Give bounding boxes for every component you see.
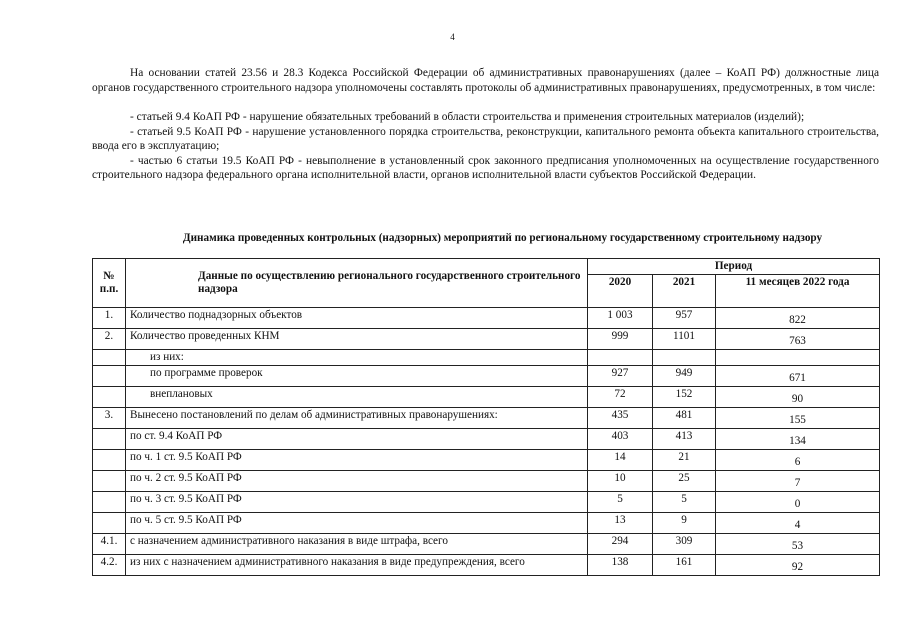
value-2020: 999	[588, 329, 653, 350]
page-number: 4	[450, 32, 455, 42]
row-label: Вынесено постановлений по делам об административных правонарушениях:	[126, 408, 588, 429]
row-label: внеплановых	[126, 387, 588, 408]
value-2020: 13	[588, 513, 653, 534]
value-2022: 92	[716, 555, 880, 576]
value-2021: 152	[653, 387, 716, 408]
value-2021: 957	[653, 308, 716, 329]
list-item: - статьей 9.4 КоАП РФ - нарушение обязательных требований в области строительства и применения строительных материалов (изделий);	[130, 111, 805, 123]
value-2021: 161	[653, 555, 716, 576]
row-label: с назначением административного наказания в виде штрафа, всего	[126, 534, 588, 555]
row-label: по программе проверок	[126, 366, 588, 387]
row-number	[93, 492, 126, 513]
table-row	[93, 492, 880, 513]
value-2021: 309	[653, 534, 716, 555]
row-label: по ч. 3 ст. 9.5 КоАП РФ	[126, 492, 588, 513]
value-2022: 0	[716, 492, 880, 513]
value-2021	[653, 350, 716, 366]
table-row	[93, 534, 880, 555]
header-num: № п.п.	[93, 259, 126, 308]
list-item: - статьей 9.5 КоАП РФ - нарушение установленного порядка строительства, реконструкции, капитального ремонта объекта капитального строительства, ввода его в эксплуатацию;	[92, 125, 879, 153]
row-number	[93, 471, 126, 492]
row-label: Количество поднадзорных объектов	[126, 308, 588, 329]
row-number	[93, 513, 126, 534]
value-2022: 671	[716, 366, 880, 387]
table-row	[93, 308, 880, 329]
value-2021: 413	[653, 429, 716, 450]
row-label: по ч. 5 ст. 9.5 КоАП РФ	[126, 513, 588, 534]
table-row	[93, 429, 880, 450]
table-row	[93, 471, 880, 492]
row-number	[93, 350, 126, 366]
table-header-row	[93, 259, 880, 275]
row-label: из них с назначением административного наказания в виде предупреждения, всего	[126, 555, 588, 576]
value-2021: 9	[653, 513, 716, 534]
row-number	[93, 366, 126, 387]
value-2022: 134	[716, 429, 880, 450]
table-row	[93, 350, 880, 366]
value-2021: 25	[653, 471, 716, 492]
row-number: 4.2.	[93, 555, 126, 576]
value-2021: 949	[653, 366, 716, 387]
row-number: 3.	[93, 408, 126, 429]
row-number	[93, 387, 126, 408]
row-number	[93, 429, 126, 450]
value-2021: 5	[653, 492, 716, 513]
header-year-2021: 2021	[653, 275, 716, 308]
value-2021: 1101	[653, 329, 716, 350]
value-2020: 138	[588, 555, 653, 576]
header-year-2020: 2020	[588, 275, 653, 308]
row-label: из них:	[126, 350, 588, 366]
value-2022: 822	[716, 308, 880, 329]
table-row	[93, 366, 880, 387]
value-2020: 927	[588, 366, 653, 387]
table-row	[93, 450, 880, 471]
value-2020	[588, 350, 653, 366]
value-2021: 21	[653, 450, 716, 471]
row-number: 2.	[93, 329, 126, 350]
row-number: 4.1.	[93, 534, 126, 555]
value-2020: 403	[588, 429, 653, 450]
intro-paragraph: На основании статей 23.56 и 28.3 Кодекса Российской Федерации об административных правонарушениях (далее – КоАП РФ) должностные лица органов государственного строительного надзора уполномочены составлять протоколы об административных правонарушениях, предусмотренных, в том числе:	[92, 67, 879, 94]
header-description: Данные по осуществлению регионального государственного строительного надзора	[126, 259, 588, 308]
table-row	[93, 555, 880, 576]
table-row	[93, 329, 880, 350]
value-2022: 90	[716, 387, 880, 408]
value-2022: 7	[716, 471, 880, 492]
row-label: по ч. 2 ст. 9.5 КоАП РФ	[126, 471, 588, 492]
article-list	[92, 110, 879, 183]
table-row	[93, 513, 880, 534]
header-period: Период	[588, 259, 880, 275]
row-number	[93, 450, 126, 471]
inspection-table	[92, 258, 880, 576]
value-2022: 763	[716, 329, 880, 350]
table-row	[93, 387, 880, 408]
value-2020: 1 003	[588, 308, 653, 329]
value-2021: 481	[653, 408, 716, 429]
row-number: 1.	[93, 308, 126, 329]
value-2020: 435	[588, 408, 653, 429]
value-2020: 14	[588, 450, 653, 471]
value-2020: 10	[588, 471, 653, 492]
table-row	[93, 408, 880, 429]
value-2022: 53	[716, 534, 880, 555]
row-label: Количество проведенных КНМ	[126, 329, 588, 350]
list-item: - частью 6 статьи 19.5 КоАП РФ - невыполнение в установленный срок законного предписания уполномоченных на осуществление государственного строительного надзора федерального органа исполнительной власти, органов исполнительной власти субъектов Российской Федерации.	[92, 154, 879, 182]
value-2022: 6	[716, 450, 880, 471]
value-2020: 5	[588, 492, 653, 513]
value-2022: 155	[716, 408, 880, 429]
row-label: по ст. 9.4 КоАП РФ	[126, 429, 588, 450]
value-2022	[716, 350, 880, 366]
value-2020: 72	[588, 387, 653, 408]
row-label: по ч. 1 ст. 9.5 КоАП РФ	[126, 450, 588, 471]
value-2020: 294	[588, 534, 653, 555]
header-year-2022: 11 месяцев 2022 года	[716, 275, 880, 308]
table-title: Динамика проведенных контрольных (надзорных) мероприятий по региональному государственному строительному надзору	[182, 232, 823, 244]
value-2022: 4	[716, 513, 880, 534]
